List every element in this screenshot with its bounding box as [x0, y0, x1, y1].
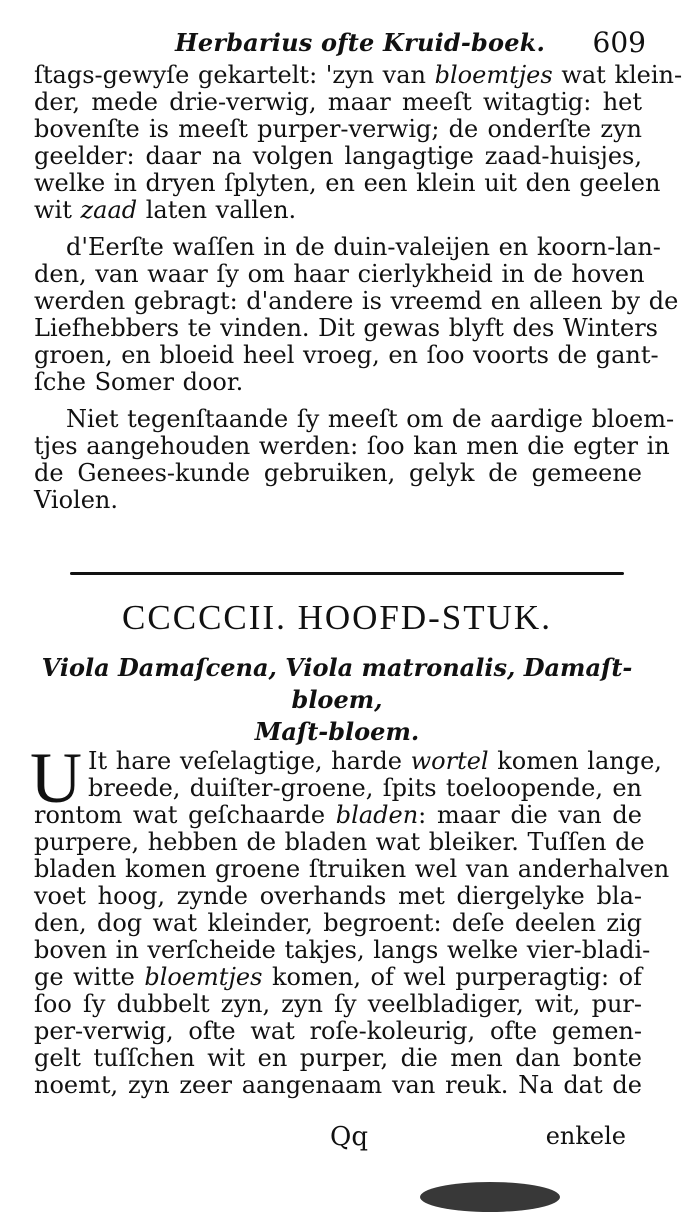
body-line: It hare veſelagtige, harde wortel komen lange,: [88, 747, 662, 775]
body-line: gelt tuſſchen wit en purper, die men dan bonte: [34, 1044, 642, 1072]
text-line: ſtags-gewyſe gekartelt: 'zyn van bloemtjes wat klein-: [34, 61, 682, 89]
text-line: wit zaad laten vallen.: [34, 196, 297, 224]
text-line: bovenſte is meeſt purper-verwig; de onderſte zyn: [34, 115, 642, 143]
body-line: rontom wat geſchaarde bladen: maar die van de: [34, 801, 642, 829]
scan-shadow: [420, 1182, 560, 1212]
text-line: geelder: daar na volgen langagtige zaad-huisjes,: [34, 142, 642, 170]
text-line: welke in dryen ſplyten, en een klein uit den geelen: [34, 169, 661, 197]
drop-cap: U: [30, 738, 82, 818]
chapter-body: [34, 747, 670, 1099]
body-line: noemt, zyn zeer aangenaam van reuk. Na dat de: [34, 1071, 642, 1099]
body-line: voet hoog, zynde overhands met diergelyke bla-: [34, 882, 642, 910]
paragraph-line: Niet tegenſtaande ſy meeſt om de aardige bloem-: [66, 405, 675, 433]
body-line: breede, duiſter-groene, ſpits toeloopende, en: [88, 774, 642, 802]
chapter-subtitle: [20, 652, 654, 748]
section-rule: [70, 572, 624, 575]
paragraph-line: den, van waar ſy om haar cierlykheid in de hoven: [34, 260, 645, 288]
paragraph-line: d'Eerſte waſſen in de duin-valeijen en koorn-lan-: [66, 233, 661, 261]
paragraph-line: groen, en bloeid heel vroeg, en ſoo voorts de gant-: [34, 341, 659, 369]
paragraph-line: Liefhebbers te vinden. Dit gewas blyft des Winters: [34, 314, 658, 342]
body-line: den, dog wat kleinder, begroent: deſe deelen zig: [34, 909, 642, 937]
subtitle-line: Viola Damaſcena, Viola matronalis, Damaſt-bloem,: [41, 653, 633, 714]
paragraph-line: tjes aangehouden werden: ſoo kan men die egter in: [34, 432, 670, 460]
catchword: enkele: [545, 1122, 626, 1150]
page-footer: [0, 1122, 674, 1154]
paragraph-line: ſche Somer door.: [34, 368, 244, 396]
body-line: per-verwig, ofte wat roſe-koleurig, ofte gemen-: [34, 1017, 642, 1045]
printer-signature: Qq: [330, 1122, 368, 1152]
page-header: [0, 20, 674, 64]
body-line: boven in verſcheide takjes, langs welke vier-bladi-: [34, 936, 651, 964]
body-line: purpere, hebben de bladen wat bleiker. Tuſſen de: [34, 828, 645, 856]
continued-text: [34, 61, 682, 514]
paragraph-line: de Genees-kunde gebruiken, gelyk de gemeene: [34, 459, 642, 487]
chapter-title: CCCCCII. HOOFD-STUK.: [122, 598, 552, 637]
running-title: Herbarius ofte Kruid-boek.: [175, 28, 546, 57]
page-number: 609: [592, 26, 646, 59]
paragraph-line: Violen.: [34, 486, 118, 514]
body-line: ge witte bloemtjes komen, of wel purperagtig: of: [34, 963, 642, 991]
text-line: der, mede drie-verwig, maar meeſt witagtig: het: [34, 88, 642, 116]
paragraph-line: werden gebragt: d'andere is vreemd en alleen by de: [34, 287, 679, 315]
subtitle-line: Maſt-bloem.: [254, 717, 420, 746]
body-line: ſoo ſy dubbelt zyn, zyn ſy veelbladiger, wit, pur-: [34, 990, 642, 1018]
body-line: bladen komen groene ſtruiken wel van anderhalven: [34, 855, 670, 883]
